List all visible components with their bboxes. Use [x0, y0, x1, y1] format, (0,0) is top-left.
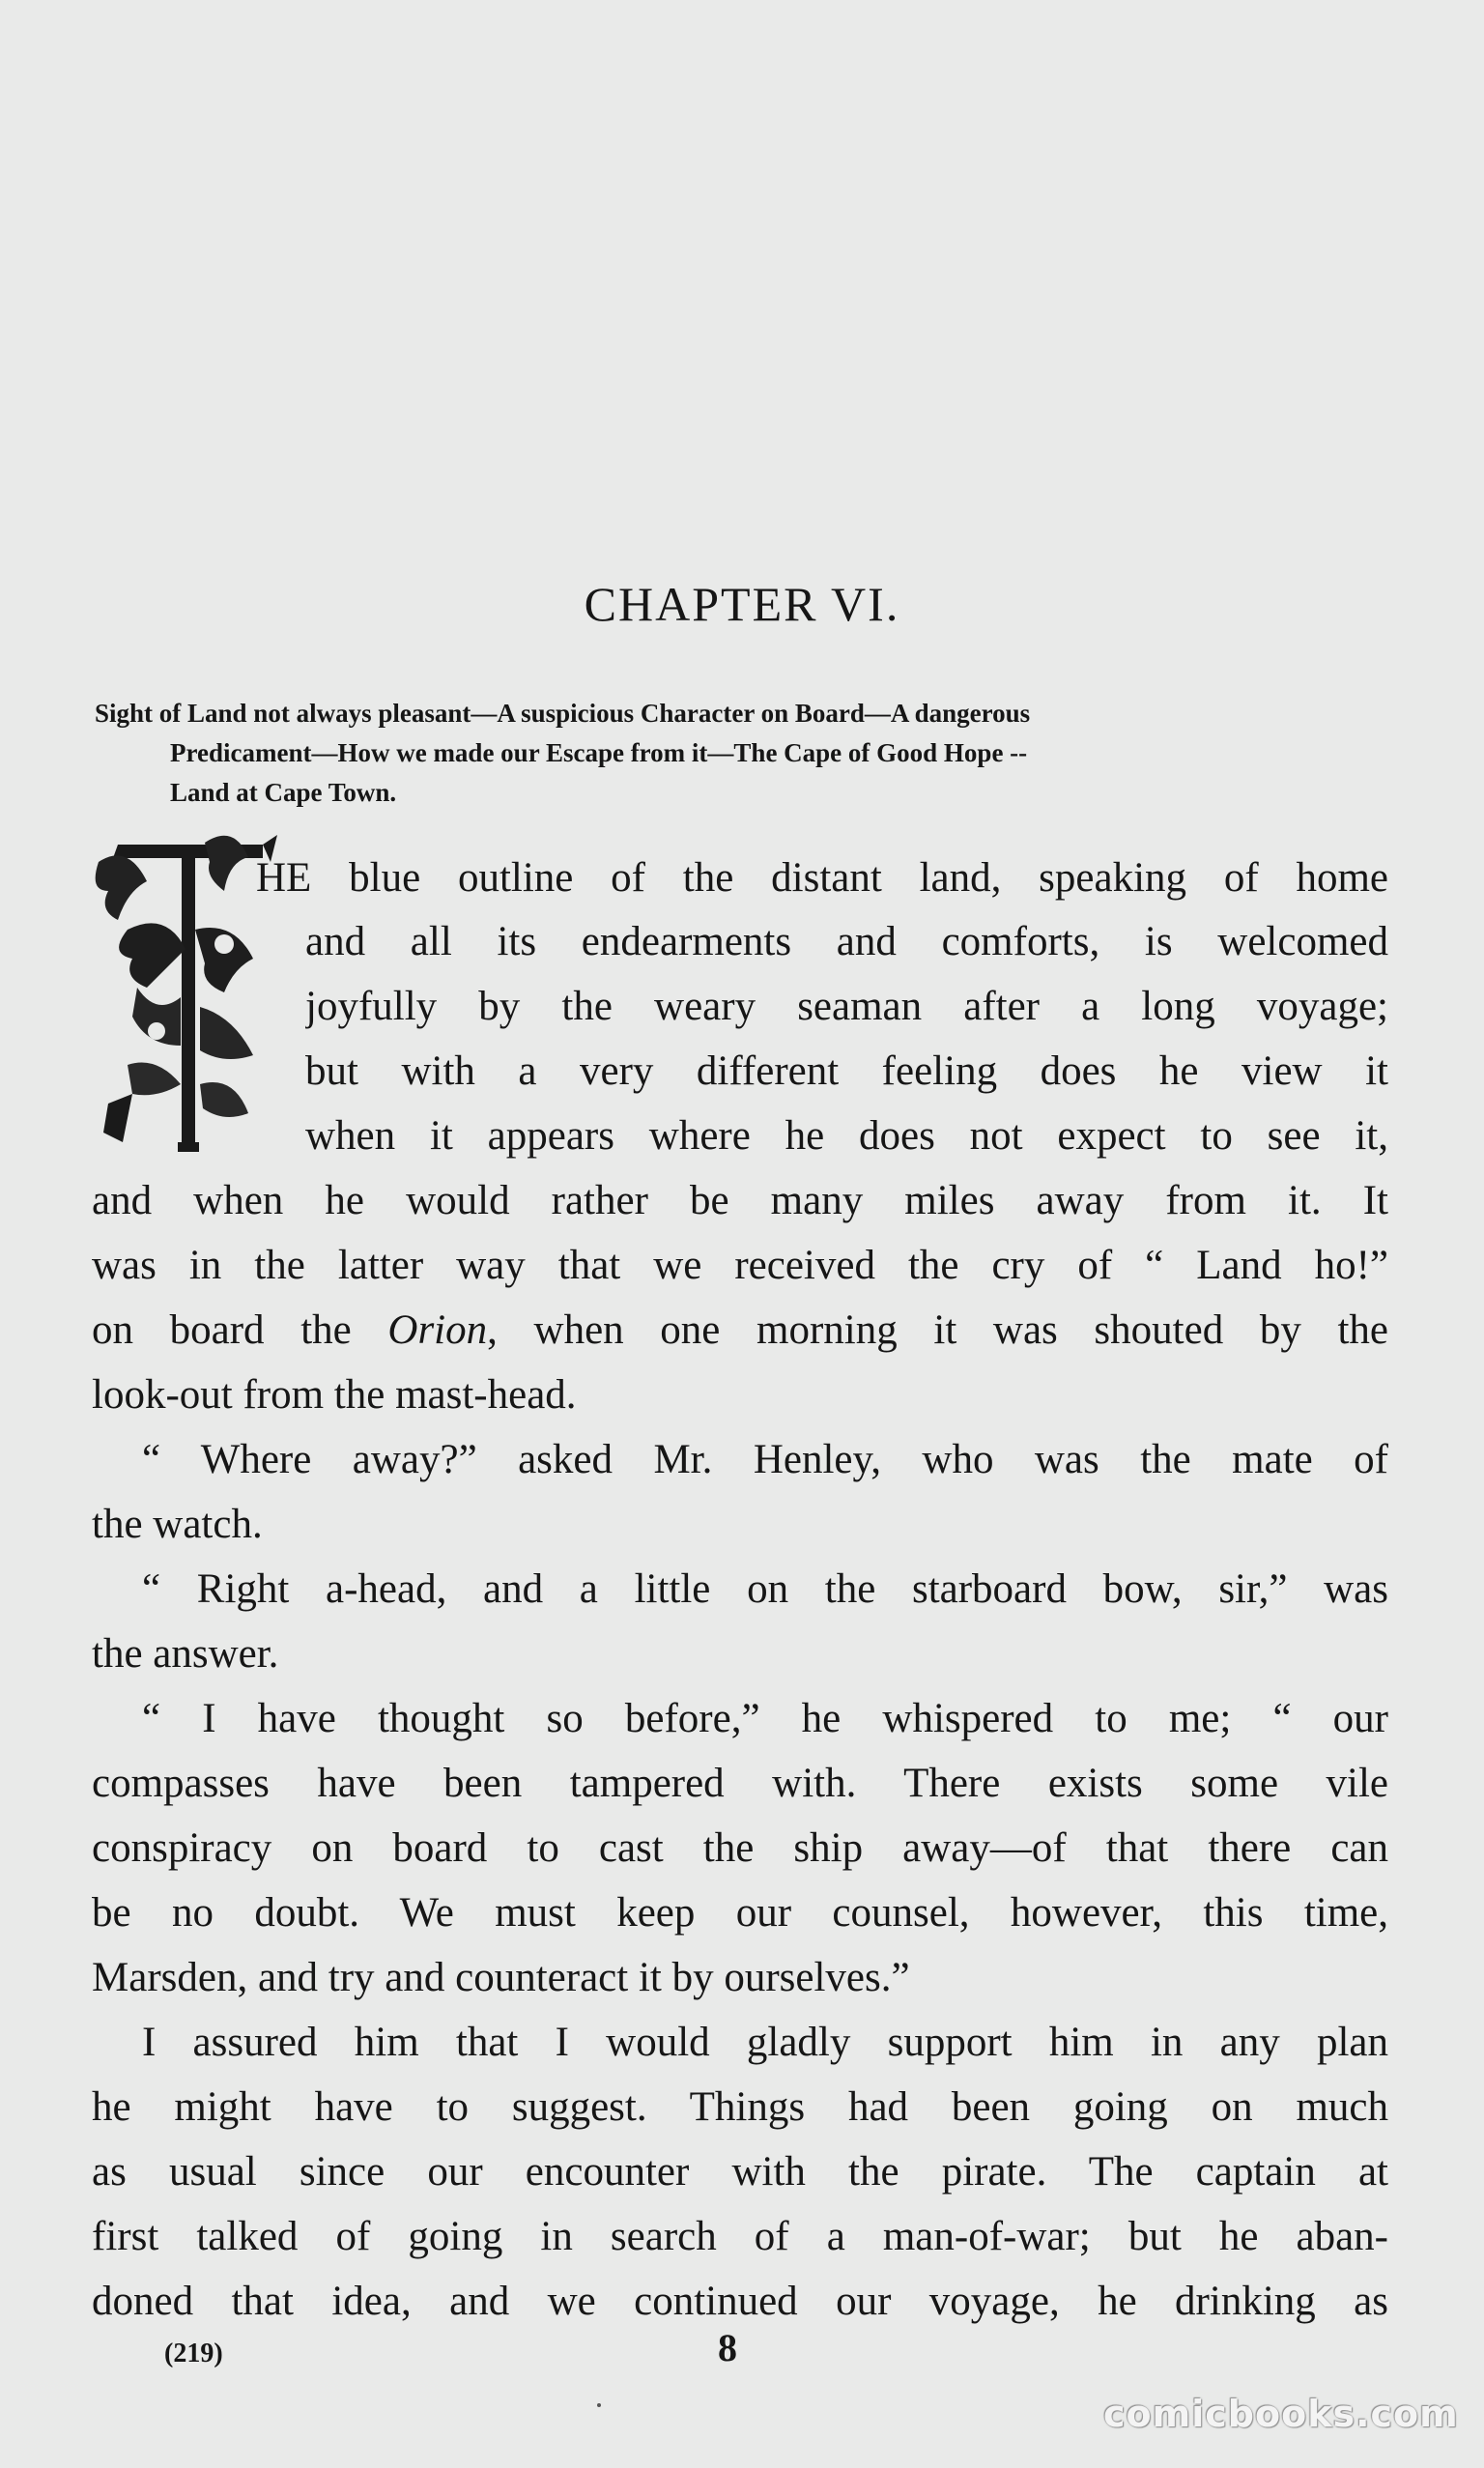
text-line: I assured him that I would gladly support him in any plan: [142, 2020, 1388, 2065]
text-line: first talked of going in search of a man-of-war; but he aban-: [92, 2214, 1388, 2259]
text-line: compasses have been tampered with. There exists some vile: [92, 1761, 1388, 1806]
text-span: , when one morning it was shouted by the: [487, 1307, 1388, 1353]
text-line: he might have to suggest. Things had been going on much: [92, 2084, 1388, 2130]
signature-mark: 8: [718, 2326, 737, 2369]
text-line: when it appears where he does not expect to see it,: [305, 1113, 1388, 1159]
text-line: but with a very different feeling does he view it: [305, 1048, 1388, 1094]
speck: [597, 2403, 601, 2407]
text-line: conspiracy on board to cast the ship away—of that there can: [92, 1825, 1388, 1871]
text-line: and all its endearments and comforts, is welcomed: [305, 919, 1388, 964]
summary-line: Sight of Land not always pleasant—A suspicious Character on Board—A dangerous: [95, 699, 1031, 728]
text-line: [92, 1299, 1388, 1363]
summary-line: Land at Cape Town.: [170, 778, 397, 807]
text-line: as usual since our encounter with the pirate. The captain at: [92, 2149, 1388, 2195]
watermark: comicbooks.com: [1103, 2393, 1459, 2435]
text-line: HE blue outline of the distant land, speaking of home: [256, 855, 1388, 901]
text-line: was in the latter way that we received the cry of “ Land ho!”: [92, 1243, 1388, 1288]
chapter-summary: [95, 694, 1394, 813]
page-reference: (219): [164, 2339, 223, 2368]
text-line: “ Right a-head, and a little on the starboard bow, sir,” was: [142, 1566, 1388, 1612]
summary-line: Predicament—How we made our Escape from it—The Cape of Good Hope --: [170, 738, 1028, 767]
text-span: on board the: [92, 1307, 352, 1353]
ship-name: Orion: [387, 1307, 488, 1353]
text-line: be no doubt. We must keep our counsel, however, this time,: [92, 1890, 1388, 1936]
text-line: the watch.: [92, 1502, 263, 1547]
text-line: joyfully by the weary seaman after a long voyage;: [305, 984, 1388, 1029]
text-line: Marsden, and try and counteract it by ourselves.”: [92, 1955, 910, 2000]
text-line: the answer.: [92, 1631, 279, 1677]
text-line: and when he would rather be many miles away from it. It: [92, 1178, 1388, 1223]
text-line: “ Where away?” asked Mr. Henley, who was the mate of: [142, 1437, 1388, 1482]
text-line: look-out from the mast-head.: [92, 1372, 577, 1418]
text-line: “ I have thought so before,” he whispered to me; “ our: [142, 1696, 1388, 1741]
text-line: doned that idea, and we continued our voyage, he drinking as: [92, 2279, 1388, 2324]
chapter-title: CHAPTER VI.: [584, 577, 900, 631]
